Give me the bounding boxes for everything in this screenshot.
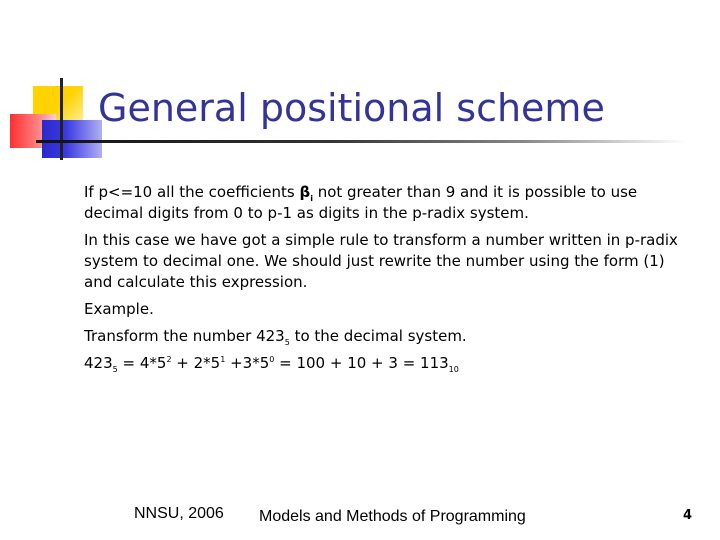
paragraph-1-start: If p<=10 all the coefficients — [84, 183, 300, 201]
equation-number: 423 — [84, 354, 113, 372]
beta-symbol: β — [299, 183, 311, 201]
paragraph-4-start: Transform the number 423 — [84, 327, 285, 345]
slide-body — [84, 182, 684, 380]
paragraph-4-end: to the decimal system. — [289, 327, 467, 345]
paragraph-1 — [84, 182, 684, 224]
paragraph-2: In this case we have got a simple rule to transform a number written in p-radix system to decimal one. We should just rewrite the number using the form (1) and calculate this expression. — [84, 231, 678, 291]
blue-square-decoration — [42, 120, 102, 158]
equation-term-2: + 2*5 — [171, 354, 221, 372]
equation-result-subscript: 10 — [448, 365, 459, 374]
footer-institution: NNSU, 2006 — [134, 505, 224, 522]
paragraph-3: Example. — [84, 300, 154, 318]
equation-power-3: 0 — [269, 355, 275, 364]
equation-term-3: +3*5 — [225, 354, 270, 372]
beta-subscript: i — [310, 194, 313, 203]
footer-course-title: Models and Methods of Programming — [259, 508, 526, 525]
equation-term-1: = 4*5 — [117, 354, 167, 372]
radix-subscript: 5 — [284, 338, 290, 347]
title-underline — [36, 140, 686, 143]
equation-power-2: 1 — [220, 355, 226, 364]
paragraph-4 — [84, 326, 684, 347]
paragraph-1-end: not greater than 9 and it is possible to use decimal digits from 0 to p-1 as digits in the p-radix system. — [84, 183, 638, 222]
equation-result: = 100 + 10 + 3 = 113 — [274, 354, 449, 372]
slide-title: General positional scheme — [98, 86, 605, 130]
page-number: 4 — [683, 508, 693, 523]
vertical-rule — [60, 78, 63, 160]
paragraph-5-equation — [84, 353, 684, 374]
equation-number-subscript: 5 — [112, 365, 118, 374]
equation-power-1: 2 — [166, 355, 172, 364]
